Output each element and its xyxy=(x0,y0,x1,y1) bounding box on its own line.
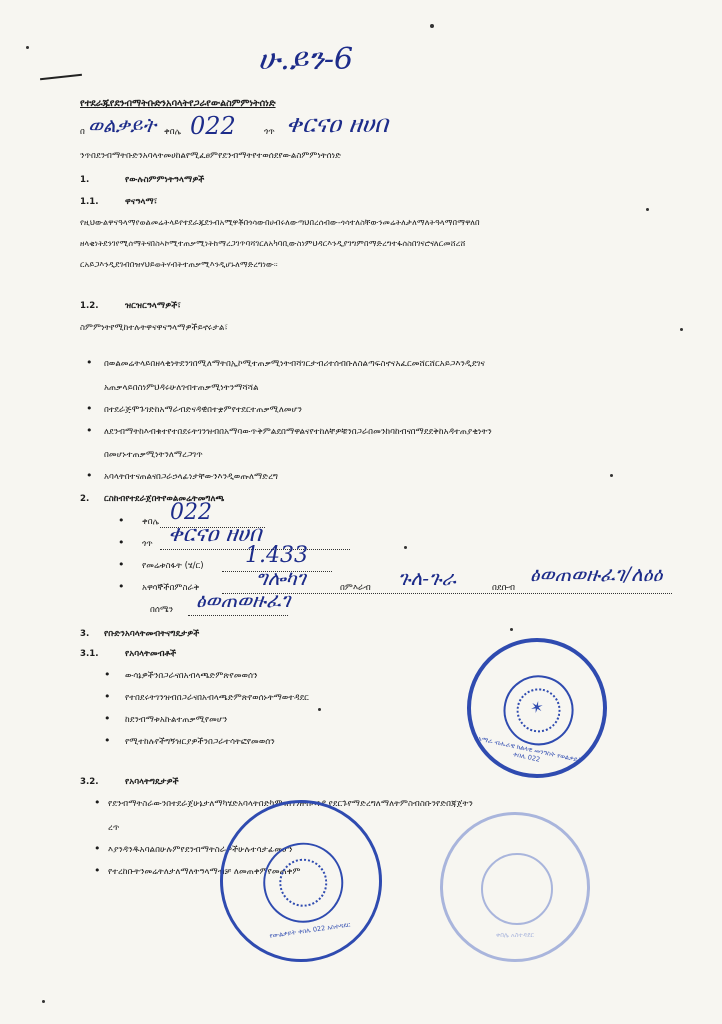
bullet-dot: • xyxy=(86,424,93,437)
list-item: አጠቃላይበስነምህዳሩሁለገብተጠቃሚነትንማሻሻል xyxy=(104,383,259,393)
north-underline xyxy=(188,615,288,616)
party-got-name: ቀርናዐ ዘሀበ xyxy=(286,110,389,138)
kebele-value: 022 xyxy=(170,500,212,525)
party-got-label: ጎጥ xyxy=(264,127,275,137)
bullet-dot: • xyxy=(94,842,101,855)
section-1-2-intro: ስምምነትየሚከተሉትዋናዋናዓላማዎችይኖሩታል፣ xyxy=(80,323,228,333)
official-stamp-right xyxy=(454,625,620,791)
section-3-1-number: 3.1. xyxy=(80,649,99,659)
bullet-dot: • xyxy=(118,536,125,549)
section-1-1-number: 1.1. xyxy=(80,197,99,207)
section-1-2-heading: ዝርዝርዓላማዎች፣ xyxy=(125,301,181,311)
bullet-dot: • xyxy=(104,734,111,747)
list-item: የተረከቡትንመሬትለታለማለትዓላማብቻ ለመጠቀምየመጠቀም xyxy=(108,867,301,877)
border-west-value: ጉለ-ጉራ xyxy=(398,566,456,590)
bullet-dot: • xyxy=(118,580,125,593)
border-east-value: ግሎካገ xyxy=(256,566,306,590)
section-1-1-body: የዚህውልዋናዓላማየወልመሬትላይየተደራጁደንብአሚዋቾበጎሳውበሀብሩለውጣህበረሰብው-ጎሳተለስቸውንመሬትለታለማለትዓላማበማዋለበ ዘላቂነትደንገየሚሰማትናበስኣኮሚተጠቃሚነትከማረጋገጥባሻገርለአካባቢውስነምህዳርእንዲያገግምበማድረግተፋሰስበገናሮናለርመሸረሸ ርአይጋእንዲደገብበዝሃህይወትሃብትተጠቃሚእንዲሆኑለማድረግነው። xyxy=(80,217,480,269)
border-south-value: ፅወጠወዙፈገ/ለዕዕ xyxy=(530,562,663,586)
stamp-star-icon: ✶ xyxy=(528,696,546,719)
section-1-2-number: 1.2. xyxy=(80,301,99,311)
list-item: በተደራጅሞጉገድከአማራብድናዳዊበተቋምየተደርተጠቃሚለመሆን xyxy=(104,405,302,415)
bullet-dot: • xyxy=(94,864,101,877)
got-value: ቀርናዐ ዘሀበ xyxy=(168,522,262,547)
border-north-value: ፅወጠወዙፈገ xyxy=(196,588,291,612)
handwritten-reference: ሁ.ይን-6 xyxy=(258,42,354,77)
section-3-heading: የቡድንአባላትመብትናግዴታዎች xyxy=(104,629,200,639)
section-3-number: 3. xyxy=(80,629,90,639)
intro-line: ንጥበደንብማትቡድንአባላትመሀከልየሚፈፀምየደንብማትየተወሰደየውልስምምነትሰነድ xyxy=(80,151,342,161)
scan-speck xyxy=(610,474,613,477)
stamp-inner-ring xyxy=(481,853,553,925)
scan-speck xyxy=(646,208,649,211)
bullet-dot: • xyxy=(86,356,93,369)
section-1-1-heading: ዋናዓላማ፣ xyxy=(125,197,158,207)
bullet-dot: • xyxy=(104,690,111,703)
list-item: በመሆኑተጠቃሚነትንለማረጋገጥ xyxy=(104,450,203,460)
list-item: እያንዳንዱአባልበሁሉምየደንብማትስራዎችሁሉተሳታፊመሆን xyxy=(108,845,293,855)
pen-stroke xyxy=(40,74,82,80)
scan-speck xyxy=(42,1000,45,1003)
official-stamp-bottom-right xyxy=(440,812,590,962)
section-2-number: 2. xyxy=(80,494,90,504)
stamp-text: ቀበሌ አስተዳደር xyxy=(495,931,535,939)
scan-speck xyxy=(510,628,513,631)
scan-speck xyxy=(318,708,321,711)
kebele-label: ቀበሌ xyxy=(142,517,160,527)
scan-speck xyxy=(430,24,434,28)
bullet-dot: • xyxy=(86,402,93,415)
list-item: ውሳኔዎችንበጋራናበአብላጫድምጽየመወሰን xyxy=(125,671,258,681)
list-item: የተበደሩትገንዝብበጋራናበአብላጫድምጽየወሰኑትማወተዳደር xyxy=(125,693,309,703)
party-name: ወልቃይት xyxy=(88,113,156,137)
stamp-text: በአማራ ብሔራዊ ክልላዊ መንግስት የወልቃይት ቀበሌ 022 xyxy=(473,733,583,765)
bullet-dot: • xyxy=(104,668,111,681)
list-item: ለደንብማትከእብቁተየተበደሩትገንዝብበአማባውጥቅምልደበማዋልናየተከለቸዎቹንበጋራበመንከባከብናበማደደቅከአዳተጠያቂነትን xyxy=(104,427,492,437)
area-value: 1.433 xyxy=(245,543,308,568)
party-prefix: በ xyxy=(80,127,85,137)
borders-west-label: በምእራብ xyxy=(340,583,371,593)
bullet-dot: • xyxy=(86,469,93,482)
list-item: ረጥ xyxy=(108,823,120,833)
list-item: አባላትበተናጠልናበጋራኃላፊነታቸውንእንዲወጡለማድረግ xyxy=(104,472,279,482)
section-3-2-heading: የአባላትግዴታዎች xyxy=(125,777,179,787)
document-title: የተደራጁየደንብማትቡድንአባላትየጋራየውልስምምነትሰነድ xyxy=(80,98,276,109)
scan-speck xyxy=(680,328,683,331)
party-kebele-label: ቀበሌ xyxy=(164,127,182,137)
list-item: በወልመሬትላይበዘላቂነትደንገበሚለማትበኢኮሚተጠቃሚነትብሻገርታብሪተሰብቡለስልጣፍስኖናአፈርመሸርሸርአይጋእንዲደገና xyxy=(104,359,485,369)
scan-speck xyxy=(404,546,407,549)
area-label: የመሬቱስፋት (ሄ/ር) xyxy=(142,561,204,571)
list-item: የደንብማትስራውንበተደራጀሁኔታለማካሄድአባላትበድካምናበገንዘብእንዲያደርጉየማድረግለማለትምስብስቡንየድበጃጀትን xyxy=(108,799,473,809)
list-item: የሚተከሉየችግኝዝርያዎችንበጋራተሳትፎየመወሰን xyxy=(125,737,275,747)
got-label: ጎጥ xyxy=(142,539,153,549)
scan-speck xyxy=(26,46,29,49)
section-2-heading: ርስከብየተደራጀበትየወልመሬትመግለጫ xyxy=(104,494,225,504)
official-stamp-bottom-left xyxy=(210,790,393,973)
section-1-number: 1. xyxy=(80,175,90,185)
party-kebele-number: 022 xyxy=(190,112,236,140)
section-3-1-heading: የአባላትመብቶች xyxy=(125,649,177,659)
stamp-text: የውልቃይት ቀበሌ 022 አስተዳደር xyxy=(269,920,351,940)
borders-south-label: በደቡብ xyxy=(492,583,516,593)
party-line xyxy=(80,112,680,148)
borders-north-label: በሰሜን xyxy=(150,605,174,615)
bullet-dot: • xyxy=(118,514,125,527)
borders-east-label: አዋሳኞችበምስራቅ xyxy=(142,583,200,593)
bullet-dot: • xyxy=(104,712,111,725)
list-item: ከደንብማቱአኩልተጠቃሚየመሆን xyxy=(125,715,228,725)
section-3-2-number: 3.2. xyxy=(80,777,99,787)
bullet-dot: • xyxy=(94,796,101,809)
section-1-heading: የውሉስምምነትዓላማዎች xyxy=(125,175,205,185)
bullet-dot: • xyxy=(118,558,125,571)
